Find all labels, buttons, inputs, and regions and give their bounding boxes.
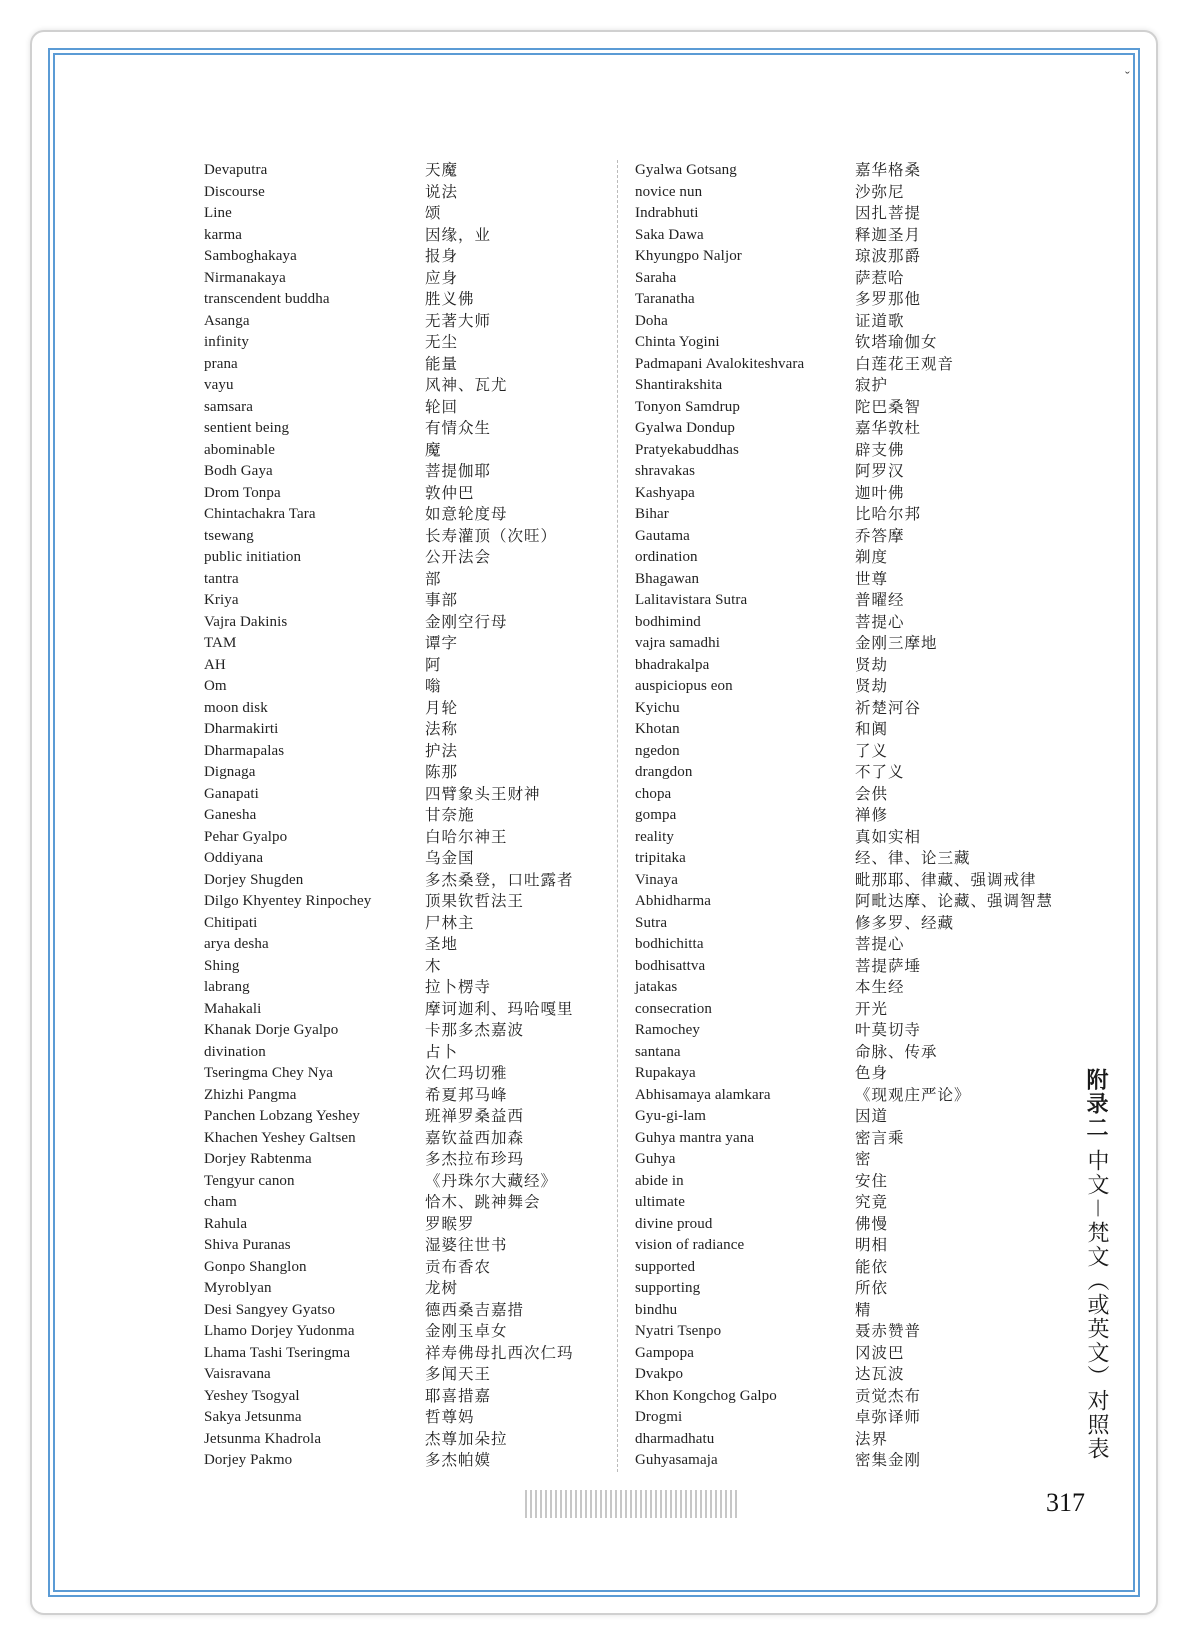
glossary-term: 公开法会 xyxy=(425,549,492,566)
glossary-term: 菩提心 xyxy=(855,936,905,953)
glossary-term: Asanga xyxy=(204,312,250,329)
glossary-term: 密言乘 xyxy=(855,1129,905,1147)
glossary-term: Drogmi xyxy=(635,1409,683,1425)
glossary-term: drangdon xyxy=(635,764,693,780)
glossary-term: 修多罗、经藏 xyxy=(855,914,955,932)
glossary-term: 金刚空行母 xyxy=(425,613,508,631)
glossary-term: public initiation xyxy=(204,549,302,565)
glossary-term: transcendent buddha xyxy=(204,291,330,307)
glossary-term: Guhya xyxy=(635,1151,676,1167)
glossary-term: 占卜 xyxy=(425,1043,459,1061)
glossary-term: divine proud xyxy=(635,1215,713,1232)
glossary-term: 世尊 xyxy=(855,570,889,588)
glossary-term: 德西桑吉嘉措 xyxy=(425,1301,525,1319)
glossary-term: vajra samadhi xyxy=(635,635,721,651)
glossary-term: 摩诃迦利、玛哈嘎里 xyxy=(425,1000,574,1018)
glossary-term: Kyichu xyxy=(635,699,680,716)
glossary-term: Rupakaya xyxy=(635,1065,696,1081)
glossary-term: vayu xyxy=(204,377,234,393)
glossary-term: 钦塔瑜伽女 xyxy=(855,334,938,351)
glossary-term: Shiva Puranas xyxy=(204,1237,291,1253)
glossary-term: 沙弥尼 xyxy=(855,183,905,201)
glossary-term: 无尘 xyxy=(425,334,459,351)
glossary-term: 哲尊妈 xyxy=(425,1409,475,1426)
glossary-term: 密 xyxy=(855,1151,872,1168)
glossary-term: labrang xyxy=(204,979,250,995)
glossary-term: consecration xyxy=(635,1000,712,1017)
scan-artifact xyxy=(525,1490,740,1518)
glossary-term: 嘉华敦杜 xyxy=(855,420,922,437)
glossary-term: Devaputra xyxy=(204,162,268,178)
glossary-term: 经、律、论三藏 xyxy=(855,850,971,867)
glossary-term: Padmapani Avalokiteshvara xyxy=(635,355,805,372)
appendix-subtitle: 中文－梵文（或英文）对照表 xyxy=(1084,1140,1109,1461)
glossary-term: Lhamo Dorjey Yudonma xyxy=(204,1323,355,1339)
glossary-term: 白莲花王观音 xyxy=(855,355,955,373)
glossary-term: Samboghakaya xyxy=(204,248,297,264)
glossary-term: Khon Kongchog Galpo xyxy=(635,1387,777,1404)
glossary-term: Desi Sangyey Gyatso xyxy=(204,1301,336,1318)
glossary-term: 达瓦波 xyxy=(855,1366,905,1383)
glossary-term: supported xyxy=(635,1258,696,1275)
glossary-term: Ramochey xyxy=(635,1022,700,1038)
glossary-term: 贤劫 xyxy=(855,678,889,695)
glossary-term: 嗡 xyxy=(425,678,442,695)
glossary-term: Bhagawan xyxy=(635,570,700,587)
glossary-term: Pehar Gyalpo xyxy=(204,828,288,845)
glossary-term: Khyungpo Naljor xyxy=(635,248,742,264)
glossary-term: Nirmanakaya xyxy=(204,269,286,286)
glossary-term: bodhichitta xyxy=(635,936,704,952)
scan-mark: ˇ xyxy=(1125,70,1130,85)
glossary-term: 四臂象头王财神 xyxy=(425,785,541,803)
glossary-term: 事部 xyxy=(425,592,459,609)
glossary-term: Myroblyan xyxy=(204,1280,272,1296)
glossary-term: 菩提伽耶 xyxy=(425,463,492,480)
glossary-term: tripitaka xyxy=(635,850,686,866)
glossary-term: 毗那耶、律藏、强调戒律 xyxy=(855,871,1037,889)
glossary-term: Nyatri Tsenpo xyxy=(635,1323,722,1339)
glossary-term: Chintachakra Tara xyxy=(204,506,316,522)
glossary-term: Saka Dawa xyxy=(635,226,704,243)
glossary-term: Khanak Dorje Gyalpo xyxy=(204,1022,339,1038)
glossary-term: 多罗那他 xyxy=(855,291,922,308)
glossary-term: 色身 xyxy=(855,1065,889,1082)
glossary-term: prana xyxy=(204,355,238,372)
glossary-term: moon disk xyxy=(204,699,268,716)
glossary-term: 湿婆往世书 xyxy=(425,1237,508,1254)
glossary-term: 剃度 xyxy=(855,549,889,566)
page-number: 317 xyxy=(1046,1488,1085,1517)
glossary-term: Shantirakshita xyxy=(635,377,723,393)
glossary-term: bodhimind xyxy=(635,613,701,630)
glossary-term: 因道 xyxy=(855,1108,889,1125)
glossary-term: 和阗 xyxy=(855,721,889,738)
glossary-term: 法称 xyxy=(425,721,459,738)
glossary-term: 多杰帕嫫 xyxy=(425,1452,492,1469)
glossary-term: Indrabhuti xyxy=(635,205,699,221)
glossary-term: 了义 xyxy=(855,742,889,760)
glossary-term: 风神、瓦尤 xyxy=(425,377,508,394)
glossary-term: bodhisattva xyxy=(635,957,706,974)
glossary-term: 乔答摩 xyxy=(855,527,905,545)
glossary-term: 能量 xyxy=(425,355,459,373)
glossary-term: 多闻天王 xyxy=(425,1366,492,1383)
glossary-term: infinity xyxy=(204,334,249,350)
glossary-term: 所依 xyxy=(855,1280,889,1297)
glossary-term: auspiciopus eon xyxy=(635,678,733,694)
glossary-column-2-chinese xyxy=(425,160,625,1472)
glossary-term: 卓弥译师 xyxy=(855,1409,922,1426)
glossary-term: 乌金国 xyxy=(425,850,475,867)
glossary-term: Gonpo Shanglon xyxy=(204,1258,307,1275)
glossary-term: 普曜经 xyxy=(855,592,905,609)
glossary-term: Abhisamaya alamkara xyxy=(635,1086,771,1103)
glossary-term: Guhyasamaja xyxy=(635,1452,718,1468)
glossary-term: santana xyxy=(635,1043,681,1060)
glossary-term: 圣地 xyxy=(425,936,459,953)
glossary-term: Gyalwa Dondup xyxy=(635,420,736,436)
glossary-term: 究竟 xyxy=(855,1194,889,1211)
glossary-term: 魔 xyxy=(425,441,442,459)
glossary-term: 开光 xyxy=(855,1000,889,1018)
glossary-term: Ganesha xyxy=(204,807,257,823)
glossary-term: Gyu-gi-lam xyxy=(635,1108,706,1124)
glossary-term: shravakas xyxy=(635,463,696,479)
glossary-term: Sutra xyxy=(635,914,668,931)
glossary-term: 部 xyxy=(425,570,442,588)
glossary-term: Ganapati xyxy=(204,785,259,802)
glossary-term: 金刚三摩地 xyxy=(855,635,938,652)
glossary-term: reality xyxy=(635,828,675,845)
glossary-term: 阿 xyxy=(425,656,442,674)
glossary-term: 释迦圣月 xyxy=(855,226,922,244)
glossary-term: Guhya mantra yana xyxy=(635,1129,755,1146)
glossary-term: 木 xyxy=(425,957,442,975)
glossary-term: Dorjey Rabtenma xyxy=(204,1151,312,1167)
glossary-term: 琼波那爵 xyxy=(855,248,922,265)
glossary-term: 甘奈施 xyxy=(425,807,475,824)
glossary-term: 真如实相 xyxy=(855,828,922,846)
glossary-term: 萨惹哈 xyxy=(855,269,905,287)
glossary-term: 密集金刚 xyxy=(855,1452,922,1469)
glossary-term: 拉卜楞寺 xyxy=(425,979,492,996)
glossary-term: 禅修 xyxy=(855,807,889,824)
glossary-term: Discourse xyxy=(204,183,265,200)
glossary-term: 明相 xyxy=(855,1237,889,1254)
glossary-term: 轮回 xyxy=(425,398,459,416)
glossary-term: 谭字 xyxy=(425,635,459,652)
glossary-term: Dorjey Shugden xyxy=(204,871,304,888)
glossary-term: 贤劫 xyxy=(855,656,889,674)
glossary-term: 卡那多杰嘉波 xyxy=(425,1022,525,1039)
glossary-term: 敦仲巴 xyxy=(425,484,475,502)
glossary-term: Chinta Yogini xyxy=(635,334,720,350)
glossary-term: 阿毗达摩、论藏、强调智慧 xyxy=(855,893,1054,910)
glossary-term: 辟支佛 xyxy=(855,441,905,459)
glossary-term: Gyalwa Gotsang xyxy=(635,162,737,178)
glossary-term: 嘉钦益西加森 xyxy=(425,1129,525,1147)
glossary-term: Khotan xyxy=(635,721,680,737)
glossary-term: Dignaga xyxy=(204,764,256,780)
glossary-term: ordination xyxy=(635,549,698,565)
glossary-term: Saraha xyxy=(635,269,677,286)
glossary-term: 寂护 xyxy=(855,377,889,394)
glossary-term: 法界 xyxy=(855,1430,889,1448)
glossary-term: 天魔 xyxy=(425,162,459,179)
glossary-term: 颂 xyxy=(425,205,442,222)
glossary-term: 祈楚河谷 xyxy=(855,699,922,717)
glossary-term: Sakya Jetsunma xyxy=(204,1409,302,1425)
glossary-term: samsara xyxy=(204,398,254,415)
glossary-term: tsewang xyxy=(204,527,254,544)
glossary-term: 陀巴桑智 xyxy=(855,398,922,416)
glossary-term: 菩提萨埵 xyxy=(855,957,922,975)
glossary-term: 尸林主 xyxy=(425,914,475,932)
column-divider xyxy=(617,160,618,1472)
glossary-term: 白哈尔神王 xyxy=(425,828,508,846)
glossary-term: 因缘，业 xyxy=(425,226,492,244)
glossary-term: 报身 xyxy=(425,248,459,265)
glossary-term: ngedon xyxy=(635,742,680,759)
glossary-term: 嘉华格桑 xyxy=(855,162,922,179)
glossary-term: Dilgo Khyentey Rinpochey xyxy=(204,893,372,909)
glossary-term: Dvakpo xyxy=(635,1366,684,1382)
glossary-term: Gampopa xyxy=(635,1344,695,1361)
glossary-column-4-chinese xyxy=(855,160,1075,1472)
glossary-term: Chitipati xyxy=(204,914,258,931)
glossary-term: Dharmakirti xyxy=(204,721,279,737)
glossary-term: Dorjey Pakmo xyxy=(204,1452,293,1468)
glossary-term: divination xyxy=(204,1043,266,1060)
glossary-term: karma xyxy=(204,226,242,243)
glossary-term: 龙树 xyxy=(425,1280,459,1297)
glossary-term: 比哈尔邦 xyxy=(855,506,922,523)
glossary-term: Doha xyxy=(635,312,668,329)
glossary-term: Tseringma Chey Nya xyxy=(204,1065,334,1081)
glossary-term: Gautama xyxy=(635,527,690,544)
glossary-term: 迦叶佛 xyxy=(855,484,905,502)
glossary-term: Vajra Dakinis xyxy=(204,613,288,630)
glossary-column-1-english xyxy=(204,160,414,1472)
glossary-term: 精 xyxy=(855,1301,872,1319)
glossary-term: Line xyxy=(204,205,232,221)
glossary-term: abide in xyxy=(635,1172,684,1189)
glossary-term: 无著大师 xyxy=(425,312,492,330)
glossary-term: 次仁玛切雅 xyxy=(425,1065,508,1082)
glossary-term: Pratyekabuddhas xyxy=(635,441,739,458)
glossary-term: TAM xyxy=(204,635,237,651)
glossary-term: 聂赤赞普 xyxy=(855,1323,922,1340)
glossary-term: AH xyxy=(204,656,226,673)
glossary-term: sentient being xyxy=(204,420,290,436)
glossary-term: arya desha xyxy=(204,936,269,952)
glossary-term: 护法 xyxy=(425,742,459,760)
glossary-term: supporting xyxy=(635,1280,701,1296)
glossary-term: Oddiyana xyxy=(204,850,264,866)
glossary-term: 罗睺罗 xyxy=(425,1215,475,1233)
glossary-term: novice nun xyxy=(635,183,703,200)
glossary-term: 阿罗汉 xyxy=(855,463,905,480)
glossary-term: Panchen Lobzang Yeshey xyxy=(204,1108,360,1124)
glossary-term: Om xyxy=(204,678,227,694)
glossary-term: Dharmapalas xyxy=(204,742,285,759)
glossary-term: Lhama Tashi Tseringma xyxy=(204,1344,351,1361)
glossary-term: cham xyxy=(204,1194,237,1210)
glossary-term: 贡觉杰布 xyxy=(855,1387,922,1405)
glossary-term: 恰木、跳神舞会 xyxy=(425,1194,541,1211)
glossary-term: 会供 xyxy=(855,785,889,803)
glossary-term: ultimate xyxy=(635,1194,685,1210)
glossary-term: 杰尊加朵拉 xyxy=(425,1430,508,1448)
glossary-term: Rahula xyxy=(204,1215,248,1232)
glossary-term: 能依 xyxy=(855,1258,889,1276)
glossary-term: 陈那 xyxy=(425,764,459,781)
glossary-term: Tonyon Samdrup xyxy=(635,398,740,415)
glossary-term: Kriya xyxy=(204,592,239,608)
glossary-term: Bihar xyxy=(635,506,669,522)
glossary-term: 叶莫切寺 xyxy=(855,1022,922,1039)
glossary-term: 多杰拉布珍玛 xyxy=(425,1151,525,1168)
glossary-term: 证道歌 xyxy=(855,312,905,330)
glossary-term: 多杰桑登，口吐露者 xyxy=(425,871,574,889)
glossary-term: bindhu xyxy=(635,1301,678,1318)
glossary-term: Zhizhi Pangma xyxy=(204,1086,297,1103)
glossary-term: 祥寿佛母扎西次仁玛 xyxy=(425,1344,574,1362)
glossary-term: 耶喜措嘉 xyxy=(425,1387,492,1405)
glossary-term: Khachen Yeshey Galtsen xyxy=(204,1129,356,1146)
glossary-term: 有情众生 xyxy=(425,420,492,437)
glossary-term: Drom Tonpa xyxy=(204,484,281,501)
glossary-term: vision of radiance xyxy=(635,1237,745,1253)
glossary-term: 佛慢 xyxy=(855,1215,889,1233)
glossary-term: Lalitavistara Sutra xyxy=(635,592,748,608)
glossary-term: 希夏邦马峰 xyxy=(425,1086,508,1104)
glossary-term: 《现观庄严论》 xyxy=(855,1086,971,1104)
glossary-term: Mahakali xyxy=(204,1000,262,1017)
glossary-term: 本生经 xyxy=(855,979,905,996)
glossary-term: Vaisravana xyxy=(204,1366,271,1382)
glossary-term: Yeshey Tsogyal xyxy=(204,1387,300,1404)
glossary-term: 命脉、传承 xyxy=(855,1043,938,1061)
appendix-label: 附录二 xyxy=(1083,1068,1109,1140)
glossary-term: Shing xyxy=(204,957,240,974)
appendix-side-title xyxy=(1082,1068,1112,1461)
glossary-term: 安住 xyxy=(855,1172,889,1190)
glossary-term: 不了义 xyxy=(855,764,905,781)
glossary-term: Taranatha xyxy=(635,291,695,307)
glossary-term: 月轮 xyxy=(425,699,459,717)
glossary-term: 贡布香农 xyxy=(425,1258,492,1276)
glossary-term: abominable xyxy=(204,441,275,458)
glossary-term: 《丹珠尔大藏经》 xyxy=(425,1172,558,1190)
glossary-term: Kashyapa xyxy=(635,484,695,501)
glossary-term: Vinaya xyxy=(635,871,679,888)
glossary-term: Tengyur canon xyxy=(204,1172,295,1189)
glossary-term: Abhidharma xyxy=(635,893,711,909)
glossary-term: tantra xyxy=(204,570,239,587)
glossary-term: 如意轮度母 xyxy=(425,506,508,523)
glossary-term: bhadrakalpa xyxy=(635,656,710,673)
glossary-term: jatakas xyxy=(635,979,678,995)
glossary-term: 顶果钦哲法王 xyxy=(425,893,525,910)
glossary-term: 班禅罗桑益西 xyxy=(425,1108,525,1125)
glossary-term: 应身 xyxy=(425,269,459,287)
glossary-term: 菩提心 xyxy=(855,613,905,631)
glossary-term: 说法 xyxy=(425,183,459,201)
glossary-term: 胜义佛 xyxy=(425,291,475,308)
glossary-term: Bodh Gaya xyxy=(204,463,273,479)
glossary-term: chopa xyxy=(635,785,672,802)
glossary-term: 长寿灌顶（次旺） xyxy=(425,527,558,545)
glossary-term: 因扎菩提 xyxy=(855,205,922,222)
glossary-term: Jetsunma Khadrola xyxy=(204,1430,322,1447)
glossary-term: 金刚玉卓女 xyxy=(425,1323,508,1340)
glossary-column-3-english xyxy=(635,160,850,1472)
glossary-term: 冈波巴 xyxy=(855,1344,905,1362)
glossary-term: gompa xyxy=(635,807,677,823)
glossary-term: dharmadhatu xyxy=(635,1430,715,1447)
